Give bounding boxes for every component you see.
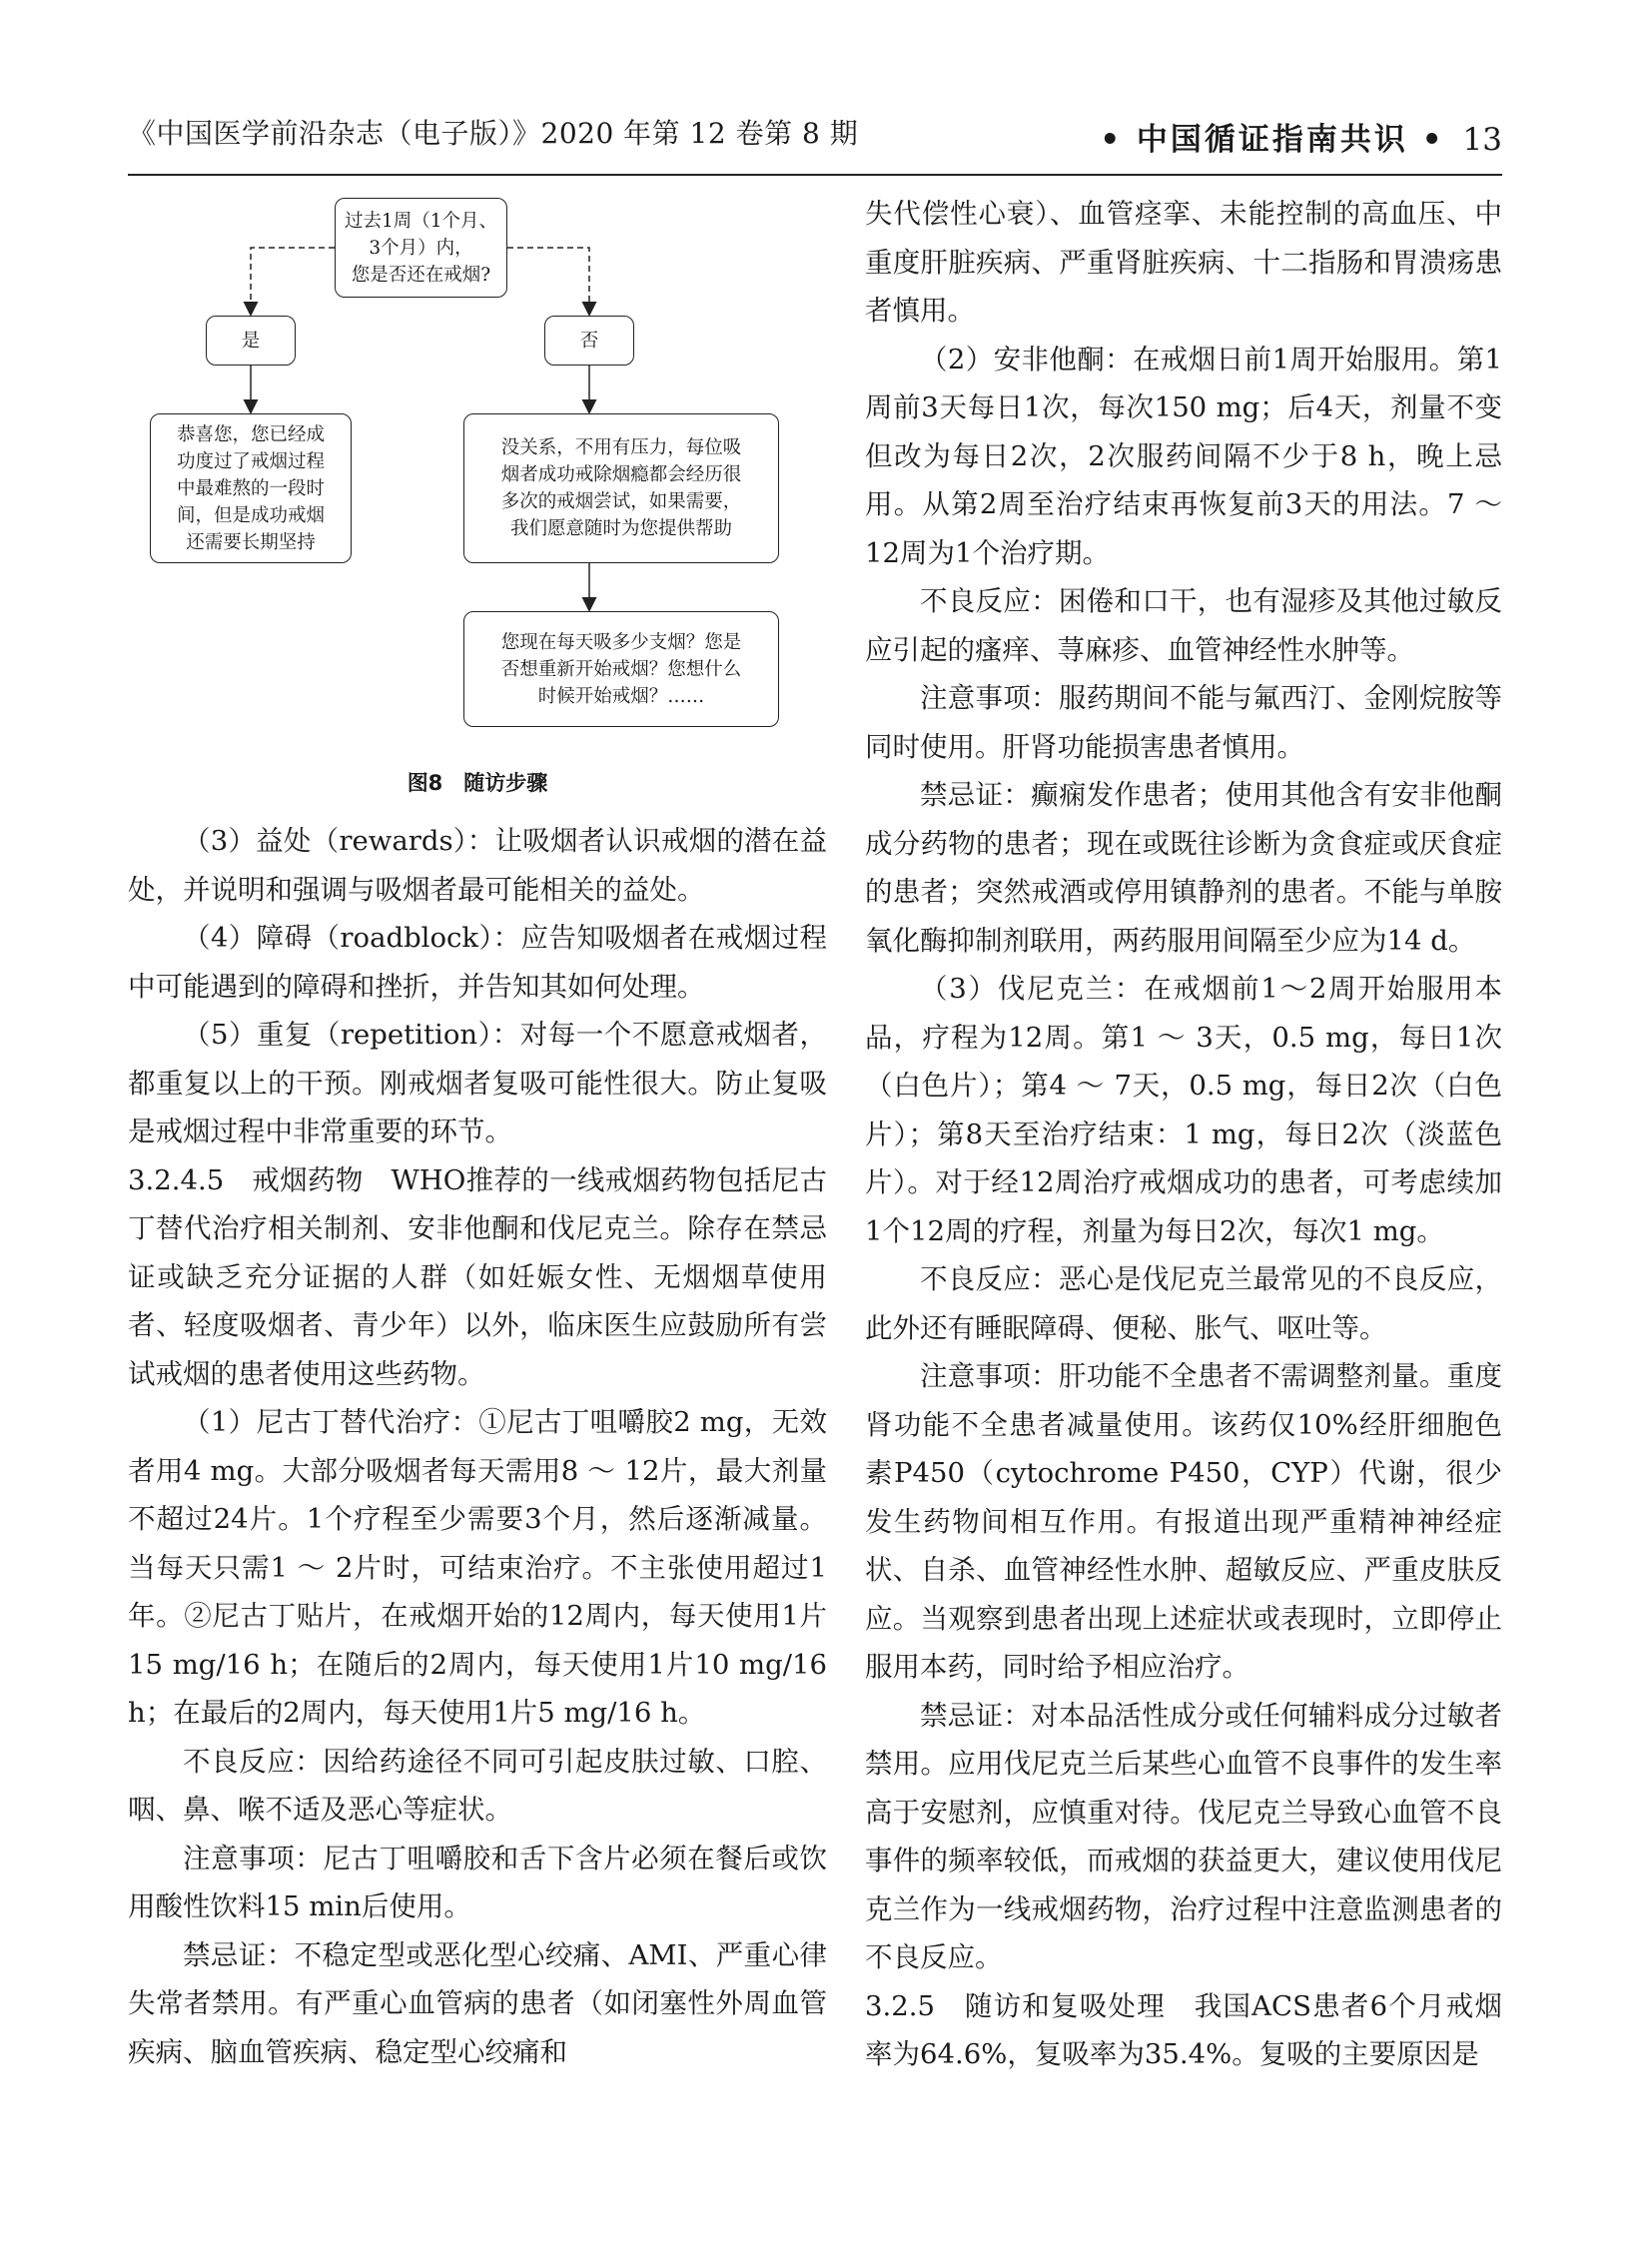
section-heading-paragraph: 3.2.5 随访和复吸处理 我国ACS患者6个月戒烟率为64.6%，复吸率为35.4%。复吸的主要原因是: [865, 1989, 1502, 2070]
reassurance-box: 没关系，不用有压力，每位吸 烟者成功戒除烟瘾都会经历很 多次的戒烟尝试，如果需要， 我们愿意随时为您提供帮助: [463, 413, 779, 563]
paragraph: 禁忌证：对本品活性成分或任何辅料成分过敏者禁用。应用伐尼克兰后某些心血管不良事件的发生率高于安慰剂，应慎重对待。伐尼克兰导致心血管不良事件的频率较低，而戒烟的获益更大，建议使用伐尼克兰作为一线戒烟药物，治疗过程中注意监测患者的不良反应。: [865, 1699, 1502, 1973]
paragraph: （1）尼古丁替代治疗：①尼古丁咀嚼胶2 mg，无效者用4 mg。大部分吸烟者每天需用8 ～ 12片，最大剂量不超过24片。1个疗程至少需要3个月，然后逐渐减量。当每天只需1 ～ 2片时，可结束治疗。不主张使用超过1年。②尼古丁贴片，在戒烟开始的12周内，每天使用1片15 mg/16 h；在随后的2周内，每天使用1片10 mg/16 h；在最后的2周内，每天使用1片5 mg/16 h。: [128, 1406, 827, 1729]
dashed-arrow-yes: [251, 248, 335, 314]
dashed-arrow-no: [507, 248, 589, 314]
figure-caption: 图8 随访步骤: [407, 771, 548, 795]
paragraph: （3）伐尼克兰：在戒烟前1～2周开始服用本品，疗程为12周。第1 ～ 3天，0.5 mg，每日1次（白色片）；第4 ～ 7天，0.5 mg，每日2次（白色片）；第8天至治疗结束：1 mg，每日2次（淡蓝色片）。对于经12周治疗戒烟成功的患者，可考虑续加1个12周的疗程，剂量为每日2次，每次1 mg。: [865, 973, 1502, 1247]
left-column: [128, 817, 827, 2076]
section-heading-paragraph: 3.2.4.5 戒烟药物 WHO推荐的一线戒烟药物包括尼古丁替代治疗相关制剂、安非他酮和伐尼克兰。除存在禁忌证或缺乏充分证据的人群（如妊娠女性、无烟烟草使用者、轻度吸烟者、青少年）以外，临床医生应鼓励所有尝试戒烟的患者使用这些药物。: [128, 1163, 827, 1390]
yes-box: 是: [206, 316, 296, 366]
paragraph: （3）益处（rewards）：让吸烟者认识戒烟的潜在益处，并说明和强调与吸烟者最可能相关的益处。: [128, 825, 827, 906]
paragraph: （5）重复（repetition）：对每一个不愿意戒烟者，都重复以上的干预。刚戒烟者复吸可能性很大。防止复吸是戒烟过程中非常重要的环节。: [128, 1019, 827, 1147]
follow-up-question-box: 您现在每天吸多少支烟？您是 否想重新开始戒烟？您想什么 时候开始戒烟？……: [463, 611, 779, 727]
paragraph: 不良反应：困倦和口干，也有湿疹及其他过敏反应引起的瘙痒、荨麻疹、血管神经性水肿等。: [865, 585, 1502, 666]
section-title: [1100, 114, 1502, 159]
paragraph: 不良反应：恶心是伐尼克兰最常见的不良反应，此外还有睡眠障碍、便秘、胀气、呕吐等。: [865, 1263, 1502, 1344]
paragraph: 禁忌证：不稳定型或恶化型心绞痛、AMI、严重心律失常者禁用。有严重心血管病的患者（如闭塞性外周血管疾病、脑血管疾病、稳定型心绞痛和: [128, 1938, 827, 2068]
question-box: 过去1周（1个月、 3个月）内， 您是否还在戒烟?: [335, 198, 507, 298]
section-label: • 中国循证指南共识 •: [1100, 122, 1445, 158]
page-number: 13: [1462, 122, 1502, 158]
no-box: 否: [544, 316, 634, 366]
follow-up-flowchart: [128, 188, 827, 807]
paragraph: （4）障碍（roadblock）：应告知吸烟者在戒烟过程中可能遇到的障碍和挫折，并告知其如何处理。: [128, 922, 827, 1003]
paragraph: 禁忌证：癫痫发作患者；使用其他含有安非他酮成分药物的患者；现在或既往诊断为贪食症或厌食症的患者；突然戒酒或停用镇静剂的患者。不能与单胺氧化酶抑制剂联用，两药服用间隔至少应为14 d。: [865, 779, 1502, 957]
paragraph: 失代偿性心衰）、血管痉挛、未能控制的高血压、中重度肝脏疾病、严重肾脏疾病、十二指肠和胃溃疡患者慎用。: [865, 198, 1502, 327]
running-header: [128, 104, 1502, 176]
right-column: [865, 190, 1502, 2079]
paragraph: 不良反应：因给药途径不同可引起皮肤过敏、口腔、咽、鼻、喉不适及恶心等症状。: [128, 1745, 827, 1826]
journal-title: 《中国医学前沿杂志（电子版）》2020 年第 12 卷第 8 期: [128, 117, 859, 150]
paragraph: 注意事项：尼古丁咀嚼胶和舌下含片必须在餐后或饮用酸性饮料15 min后使用。: [128, 1842, 827, 1922]
congratulations-box: 恭喜您，您已经成 功度过了戒烟过程 中最难熬的一段时 间，但是成功戒烟 还需要长期坚持: [150, 413, 352, 563]
paragraph: 注意事项：服药期间不能与氟西汀、金刚烷胺等同时使用。肝肾功能损害患者慎用。: [865, 682, 1502, 763]
paragraph: （2）安非他酮：在戒烟日前1周开始服用。第1周前3天每日1次，每次150 mg；后4天，剂量不变但改为每日2次，2次服药间隔不少于8 h，晚上忌用。从第2周至治疗结束再恢复前3天的用法。7 ～ 12周为1个治疗期。: [865, 343, 1502, 569]
paragraph: 注意事项：肝功能不全患者不需调整剂量。重度肾功能不全患者减量使用。该药仅10%经肝细胞色素P450（cytochrome P450，CYP）代谢，很少发生药物间相互作用。有报道出现严重精神神经症状、自杀、血管神经性水肿、超敏反应、严重皮肤反应。当观察到患者出现上述症状或表现时，立即停止服用本药，同时给予相应治疗。: [865, 1360, 1502, 1683]
